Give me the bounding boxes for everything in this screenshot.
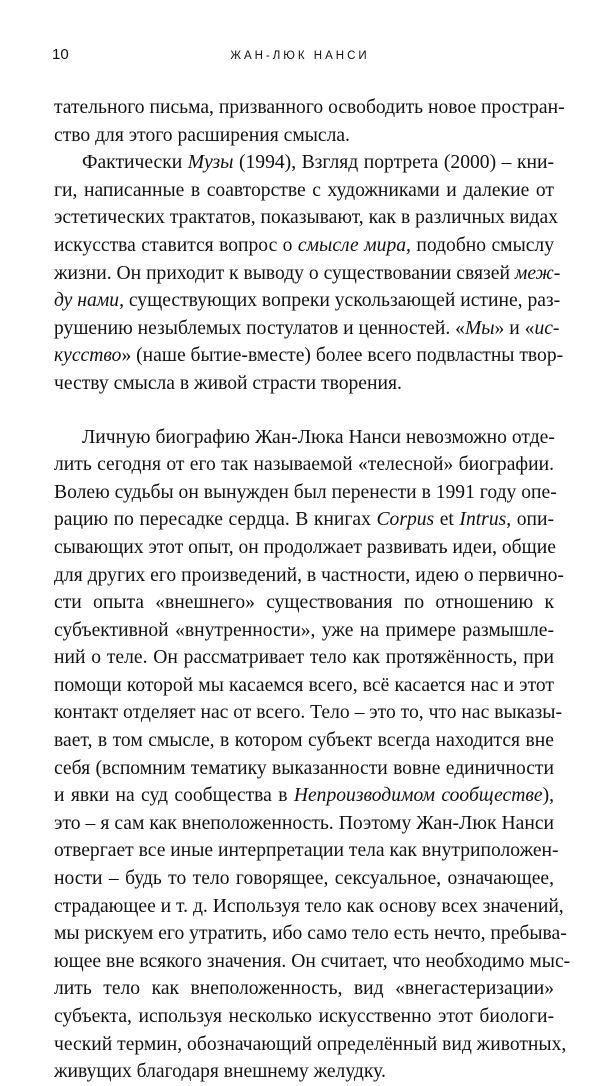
text-line: отвергает все иные интерпретации тела как внутриположен- <box>54 840 559 862</box>
text-line: сти опыта «внешнего» существования по отношению к <box>54 592 554 614</box>
italic-phrase: Мы <box>464 317 495 339</box>
text-run: рацию по пересадке сердца. В книгах <box>54 509 377 531</box>
section-gap <box>54 398 554 424</box>
paragraph-2 <box>54 149 564 397</box>
text-line: помощи которой мы касаемся всего, всё касается нас и этот <box>54 674 554 696</box>
text-line: ство для этого расширения смысла. <box>54 124 350 146</box>
text-line: Личную биографию Жан-Люка Нанси невозможно отде- <box>82 426 555 448</box>
text-run: и явки на суд сообщества в <box>54 785 294 807</box>
text-line: мы рискуем его утратить, ибо само тело есть нечто, пребыва- <box>54 923 567 945</box>
italic-phrase: кусство <box>54 345 122 367</box>
text-line: страдающее и т. д. Используя тело как основу всех значений, <box>54 895 564 917</box>
text-line <box>54 149 554 177</box>
text-run: » и « <box>494 317 535 339</box>
text-line: живущих благодаря внешнему желудку. <box>54 1061 386 1083</box>
text-line: сывающих этот опыт, он продолжает развивать идеи, общие <box>54 536 556 558</box>
text-line: лить тело как внеположенность, вид «внегастеризации» <box>54 978 554 1000</box>
text-run: рушению незыблемых постулатов и ценностей. « <box>54 317 465 339</box>
text-line: для других его произведений, в частности, идею о первично- <box>54 564 564 586</box>
text-run: , опи- <box>506 509 554 531</box>
text-line: ги, написанные в соавторстве с художниками и далекие от <box>54 179 554 201</box>
italic-title: Intrus <box>459 509 507 531</box>
text-line: честву смысла в живой страсти творения. <box>54 372 402 394</box>
text-run: существующих вопреки ускользающей истине, раз- <box>123 290 561 312</box>
text-run: (1994), Взгляд портрета (2000) – кни- <box>233 152 554 174</box>
italic-title: Непроизводимом сообществе <box>293 785 543 807</box>
italic-phrase: ис- <box>534 317 560 339</box>
text-run: искусства ставится вопрос о <box>54 234 298 256</box>
text-line: ющее вне всякого значения. Он считает, что необходимо мыс- <box>54 950 571 972</box>
text-line: это – я сам как внеположенность. Поэтому Жан-Люк Нанси <box>54 812 554 834</box>
text-line <box>54 315 560 343</box>
text-run: » (наше бытие-вместе) более всего подвластны твор- <box>121 345 564 367</box>
italic-phrase: меж- <box>514 262 561 284</box>
text-run: ), <box>542 785 555 807</box>
text-line <box>54 260 561 288</box>
text-line <box>54 287 561 315</box>
text-line: ности – будь то тело говорящее, сексуальное, означающее, <box>54 868 554 890</box>
text-line: субъекта, используя несколько искусственно этот биологи- <box>54 1006 554 1027</box>
text-line: контакт отделяет нас от всего. Тело – это то, что нас выказы- <box>54 702 562 724</box>
text-run: жизни. Он приходит к выводу о существовании связей <box>54 262 515 284</box>
text-line: субъективной «внутренности», уже на примере размышле- <box>54 619 554 641</box>
text-line: тательного письма, призванного освободить новое простран- <box>54 97 565 118</box>
text-line: ческий термин, обозначающий определённый вид животных, <box>54 1033 567 1055</box>
paragraph-1 <box>54 94 565 149</box>
italic-phrase: ду нами, <box>54 290 124 312</box>
italic-phrase: смысле мира, <box>297 234 411 256</box>
text-line: лить сегодня от его так называемой «телесной» биографии. <box>54 454 554 476</box>
text-line: себя (вспомним тематику выказанности вовне единичности <box>54 757 554 779</box>
text-line: эстетических трактатов, показывают, как в различных видах <box>54 207 558 229</box>
text-line: вает, в том смысле, в котором субъект всегда находится вне <box>54 730 554 752</box>
text-line <box>54 782 554 810</box>
text-run: подобно смыслу <box>410 234 554 256</box>
body-text <box>54 94 571 1086</box>
text-run: et <box>434 509 460 531</box>
running-head: ЖАН-ЛЮК НАНСИ <box>230 50 370 62</box>
text-line: ний о теле. Он рассматривает тело как протяжённость, при <box>54 647 554 669</box>
italic-title: Corpus <box>376 509 435 531</box>
text-line <box>54 232 554 260</box>
text-run: Фактически <box>82 152 188 174</box>
text-line <box>54 342 564 370</box>
text-line <box>54 506 554 534</box>
page-number: 10 <box>52 46 69 63</box>
italic-title: Музы <box>187 152 234 174</box>
paragraph-3 <box>54 424 571 1086</box>
text-line: Волею судьбы он вынужден был перенести в 1991 году опе- <box>54 481 557 503</box>
